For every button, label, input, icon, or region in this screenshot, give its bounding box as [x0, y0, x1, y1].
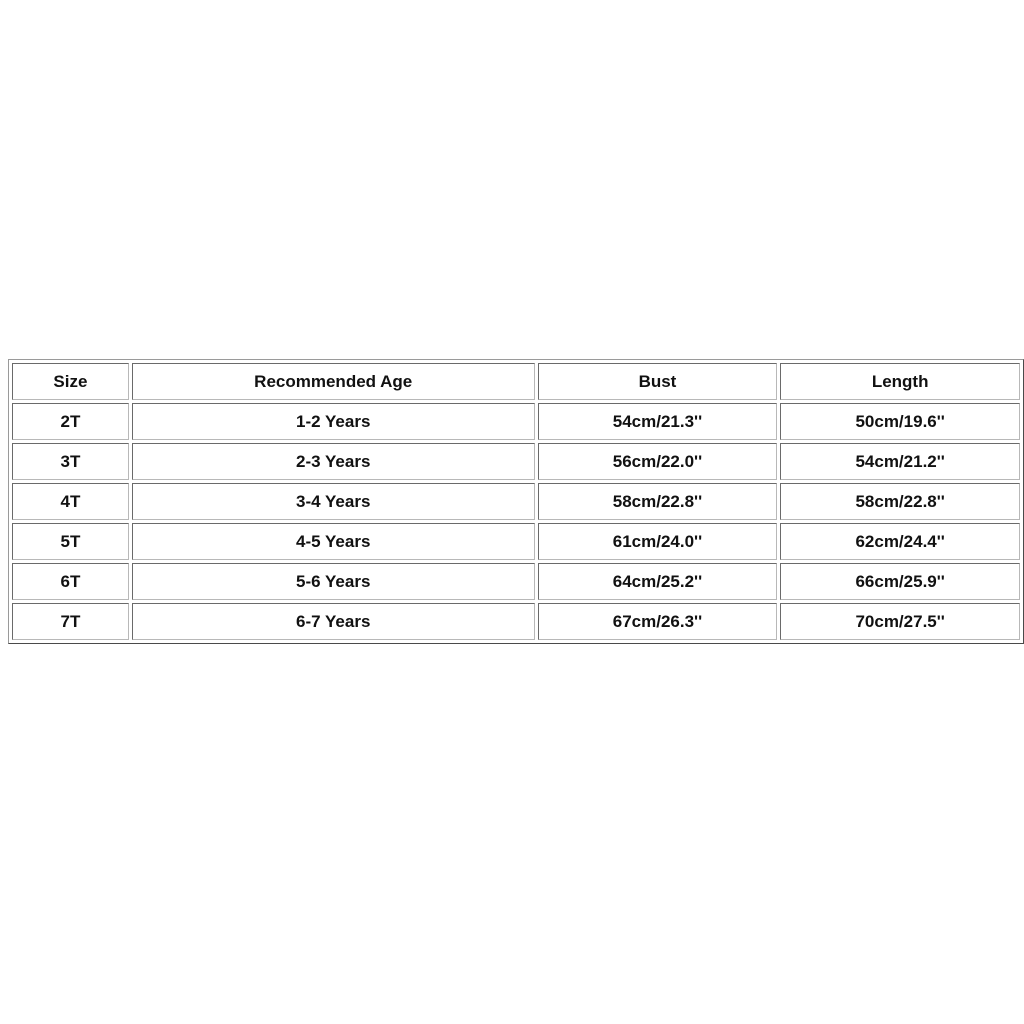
cell-length: 54cm/21.2''	[780, 443, 1020, 480]
cell-size: 6T	[12, 563, 129, 600]
cell-length: 66cm/25.9''	[780, 563, 1020, 600]
cell-age: 1-2 Years	[132, 403, 535, 440]
cell-bust: 67cm/26.3''	[538, 603, 778, 640]
cell-size: 4T	[12, 483, 129, 520]
table-row	[12, 483, 1020, 520]
cell-length: 58cm/22.8''	[780, 483, 1020, 520]
header-size: Size	[12, 363, 129, 400]
cell-age: 6-7 Years	[132, 603, 535, 640]
cell-age: 5-6 Years	[132, 563, 535, 600]
cell-age: 4-5 Years	[132, 523, 535, 560]
cell-bust: 58cm/22.8''	[538, 483, 778, 520]
table-row	[12, 443, 1020, 480]
cell-size: 2T	[12, 403, 129, 440]
table-header-row	[12, 363, 1020, 400]
header-length: Length	[780, 363, 1020, 400]
cell-bust: 56cm/22.0''	[538, 443, 778, 480]
cell-length: 50cm/19.6''	[780, 403, 1020, 440]
header-recommended-age: Recommended Age	[132, 363, 535, 400]
cell-age: 3-4 Years	[132, 483, 535, 520]
cell-size: 7T	[12, 603, 129, 640]
size-chart-table	[8, 359, 1024, 644]
cell-length: 62cm/24.4''	[780, 523, 1020, 560]
cell-bust: 64cm/25.2''	[538, 563, 778, 600]
cell-age: 2-3 Years	[132, 443, 535, 480]
table-row	[12, 403, 1020, 440]
header-bust: Bust	[538, 363, 778, 400]
table-row	[12, 603, 1020, 640]
cell-bust: 54cm/21.3''	[538, 403, 778, 440]
table-row	[12, 563, 1020, 600]
cell-size: 3T	[12, 443, 129, 480]
cell-bust: 61cm/24.0''	[538, 523, 778, 560]
table-row	[12, 523, 1020, 560]
cell-length: 70cm/27.5''	[780, 603, 1020, 640]
cell-size: 5T	[12, 523, 129, 560]
